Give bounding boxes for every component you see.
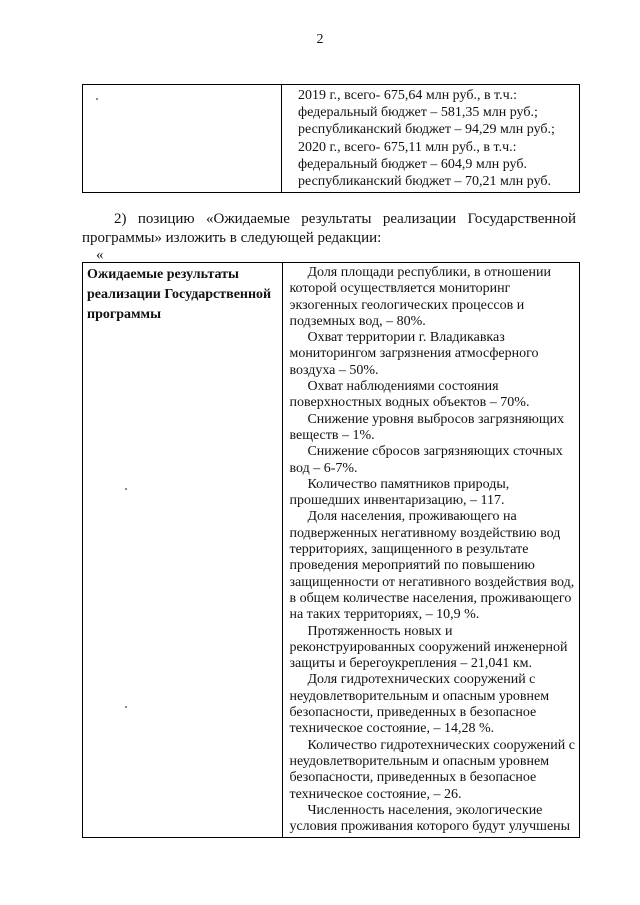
scan-speck [125, 706, 127, 708]
result-item [289, 412, 575, 445]
result-line: на таких территориях, – 10,9 %. [289, 607, 480, 623]
result-line: воздуха – 50%. [289, 362, 379, 378]
result-line: Количество памятников природы, [307, 476, 510, 492]
result-line: вод – 6-7%. [289, 460, 358, 476]
result-line: мониторингом загрязнения атмосферного [289, 346, 539, 362]
amendment-paragraph [82, 210, 576, 248]
funding-line: федеральный бюджет – 604,9 млн руб. [298, 156, 527, 172]
scan-speck [125, 488, 127, 490]
funding-lines [298, 87, 575, 190]
result-line: подверженных негативному воздействию вод [289, 525, 561, 541]
funding-cell [282, 85, 580, 193]
result-line: реконструированных сооружений инженерной [289, 639, 568, 655]
result-line: прошедших инвентаризацию, – 117. [289, 493, 505, 509]
result-line: Доля площади республики, в отношении [307, 265, 551, 280]
opening-quote: « [96, 247, 104, 263]
expected-results-label [87, 265, 278, 325]
expected-results-label-cell [83, 263, 283, 838]
result-line: защищенности от негативного воздействия вод, [289, 574, 575, 590]
result-line: которой осуществляется мониторинг [289, 281, 511, 297]
result-item [289, 624, 575, 673]
result-line: безопасности, приведенных в безопасное [289, 770, 537, 786]
result-line: Количество гидротехнических сооружений с [307, 737, 575, 753]
result-line: безопасности, приведенных в безопасное [289, 705, 537, 721]
result-line: веществ – 1%. [289, 427, 375, 443]
funding-line: республиканский бюджет – 94,29 млн руб.; [298, 122, 555, 138]
result-item [289, 330, 575, 379]
funding-label-cell [83, 85, 282, 193]
result-line: Снижение сбросов загрязняющих сточных [307, 444, 563, 460]
amendment-line-1: 2) позицию «Ожидаемые результаты реализации Государственной [114, 211, 576, 227]
result-item [289, 509, 575, 623]
result-line: защиты и берегоукрепления – 21,041 км. [289, 656, 533, 672]
funding-line: 2020 г., всего- 675,11 млн руб., в т.ч.: [298, 139, 517, 155]
result-line: Доля гидротехнических сооружений с [307, 672, 536, 688]
result-line: Численность населения, экологические [307, 802, 543, 818]
result-line: территориях, защищенного в результате [289, 542, 529, 558]
result-line: в общем количестве населения, проживающего [289, 590, 572, 606]
result-line: Снижение уровня выбросов загрязняющих [307, 411, 565, 427]
result-item [289, 379, 575, 412]
label-line: программы [87, 307, 161, 322]
result-line: техническое состояние, – 26. [289, 786, 462, 802]
result-line: условия проживания которого будут улучшены [289, 819, 571, 835]
result-item [289, 444, 575, 477]
funding-line: республиканский бюджет – 70,21 млн руб. [298, 174, 552, 190]
result-line: проведения мероприятий по повышению [289, 558, 535, 574]
amendment-line-2: программы» изложить в следующей редакции: [82, 230, 382, 246]
funding-line: 2019 г., всего- 675,64 млн руб., в т.ч.: [298, 88, 518, 103]
expected-results-list [289, 265, 575, 835]
result-item [289, 738, 575, 803]
expected-results-table [82, 262, 580, 838]
result-line: Доля населения, проживающего на [307, 509, 517, 525]
result-line: экзогенных геологических процессов и [289, 297, 525, 313]
result-line: техническое состояние, – 14,28 %. [289, 721, 495, 737]
funding-table [82, 84, 580, 193]
scan-speck [96, 98, 98, 100]
result-line: Протяженность новых и [307, 623, 453, 639]
expected-results-cell [283, 263, 580, 838]
result-line: неудовлетворительным и опасным уровнем [289, 753, 550, 769]
result-line: подземных вод, – 80%. [289, 313, 426, 329]
result-line: неудовлетворительным и опасным уровнем [289, 688, 550, 704]
result-item [289, 803, 575, 836]
result-line: Охват территории г. Владикавказ [307, 330, 505, 346]
result-line: Охват наблюдениями состояния [307, 379, 499, 395]
page-number: 2 [316, 32, 324, 47]
result-item [289, 477, 575, 510]
result-line: поверхностных водных объектов – 70%. [289, 395, 530, 411]
funding-line: федеральный бюджет – 581,35 млн руб.; [298, 105, 538, 121]
result-item [289, 672, 575, 737]
label-line: Ожидаемые результаты [87, 267, 239, 282]
label-line: реализации Государственной [87, 287, 272, 302]
result-item [289, 265, 575, 330]
